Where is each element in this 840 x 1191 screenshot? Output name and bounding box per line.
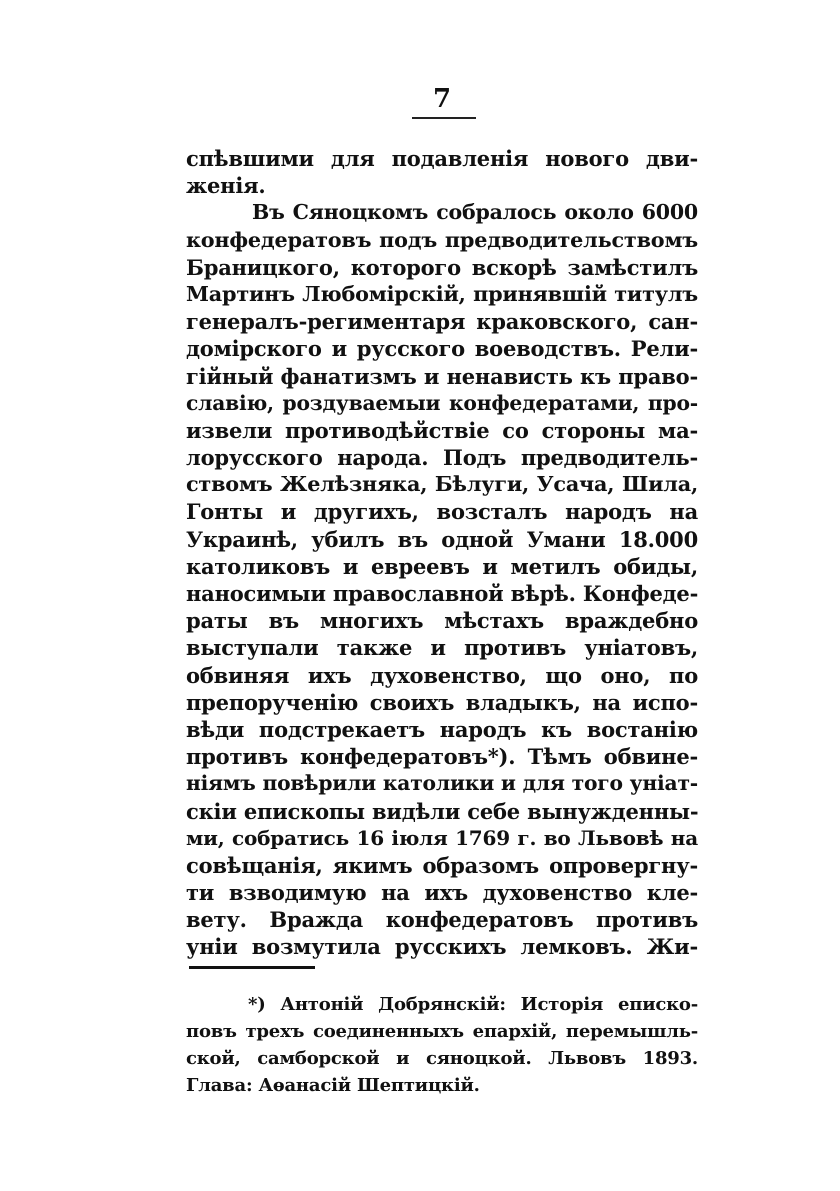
- text-line: славію, роздуваемыи конфедератами, про-: [186, 390, 698, 415]
- footnote-line: Глава: Аѳанасій Шептицкій.: [186, 1075, 480, 1096]
- text-line: спѣвшими для подавленія нового дви-: [186, 146, 698, 171]
- footnote-line: повъ трехъ соединенныхъ епархій, перемышль-: [186, 1021, 698, 1042]
- text-line: совѣщанія, якимъ образомъ опровергну-: [186, 852, 698, 878]
- text-line: вету. Вражда конфедератовъ противъ: [186, 907, 698, 933]
- text-line: конфедератовъ подъ предводительствомъ: [186, 227, 698, 252]
- text-line: Украинѣ, убилъ въ одной Умани 18.000: [186, 526, 698, 552]
- text-line: вѣди подстрекаетъ народъ къ востанію: [186, 716, 698, 742]
- text-line: уніи возмутила русскихъ лемковъ. Жи-: [186, 934, 698, 960]
- text-line: католиковъ и евреевъ и метилъ обиды,: [186, 553, 698, 579]
- text-line: Мартинъ Любомірскій, принявшій титулъ: [186, 281, 698, 306]
- text-line: скіи епископы видѣли себе вынужденны-: [186, 798, 699, 824]
- text-line: наносимыи православной вѣрѣ. Конфеде-: [186, 581, 699, 606]
- body-text: [186, 145, 698, 961]
- text-line: обвиняя ихъ духовенство, що оно, по: [186, 662, 698, 688]
- text-line: извели противодѣйствіе со стороны ма-: [186, 417, 698, 443]
- text-line: раты въ многихъ мѣстахъ враждебно: [186, 608, 698, 634]
- text-line: ствомъ Желѣзняка, Бѣлуги, Усача, Шила,: [186, 472, 698, 497]
- page-number-rule: [412, 117, 476, 119]
- text-line: выступали также и противъ уніатовъ,: [186, 635, 698, 661]
- footnote-line: ской, самборской и сяноцкой. Львовъ 1893.: [186, 1048, 698, 1069]
- text-line: генералъ-региментаря краковского, сан-: [186, 309, 698, 335]
- text-line: Браницкого, которого вскорѣ замѣстилъ: [186, 254, 698, 280]
- text-line: препорученію своихъ владыкъ, на испо-: [186, 689, 698, 715]
- text-line: гійный фанатизмъ и ненависть къ право-: [186, 363, 698, 389]
- text-line: ми, собратись 16 іюля 1769 г. во Львовѣ на: [186, 825, 698, 850]
- footnote: [186, 991, 698, 1099]
- footnote-line: *) Антоній Добрянскій: Исторія еписко-: [248, 994, 698, 1015]
- text-line: женія.: [186, 173, 266, 199]
- text-line: противъ конфедератовъ*). Тѣмъ обвине-: [186, 744, 698, 770]
- text-line: лорусского народа. Подъ предводитель-: [186, 445, 698, 471]
- text-line: ніямъ повѣрили католики и для того уніат-: [186, 771, 698, 796]
- footnote-rule: [189, 966, 315, 969]
- text-line: домірского и русского воеводствъ. Рели-: [186, 336, 698, 362]
- page-number: 7: [432, 84, 452, 114]
- text-line: Гонты и другихъ, возсталъ народъ на: [186, 499, 698, 525]
- text-line: ти взводимую на ихъ духовенство кле-: [186, 880, 698, 906]
- text-line: Въ Сяноцкомъ собралось около 6000: [252, 200, 698, 225]
